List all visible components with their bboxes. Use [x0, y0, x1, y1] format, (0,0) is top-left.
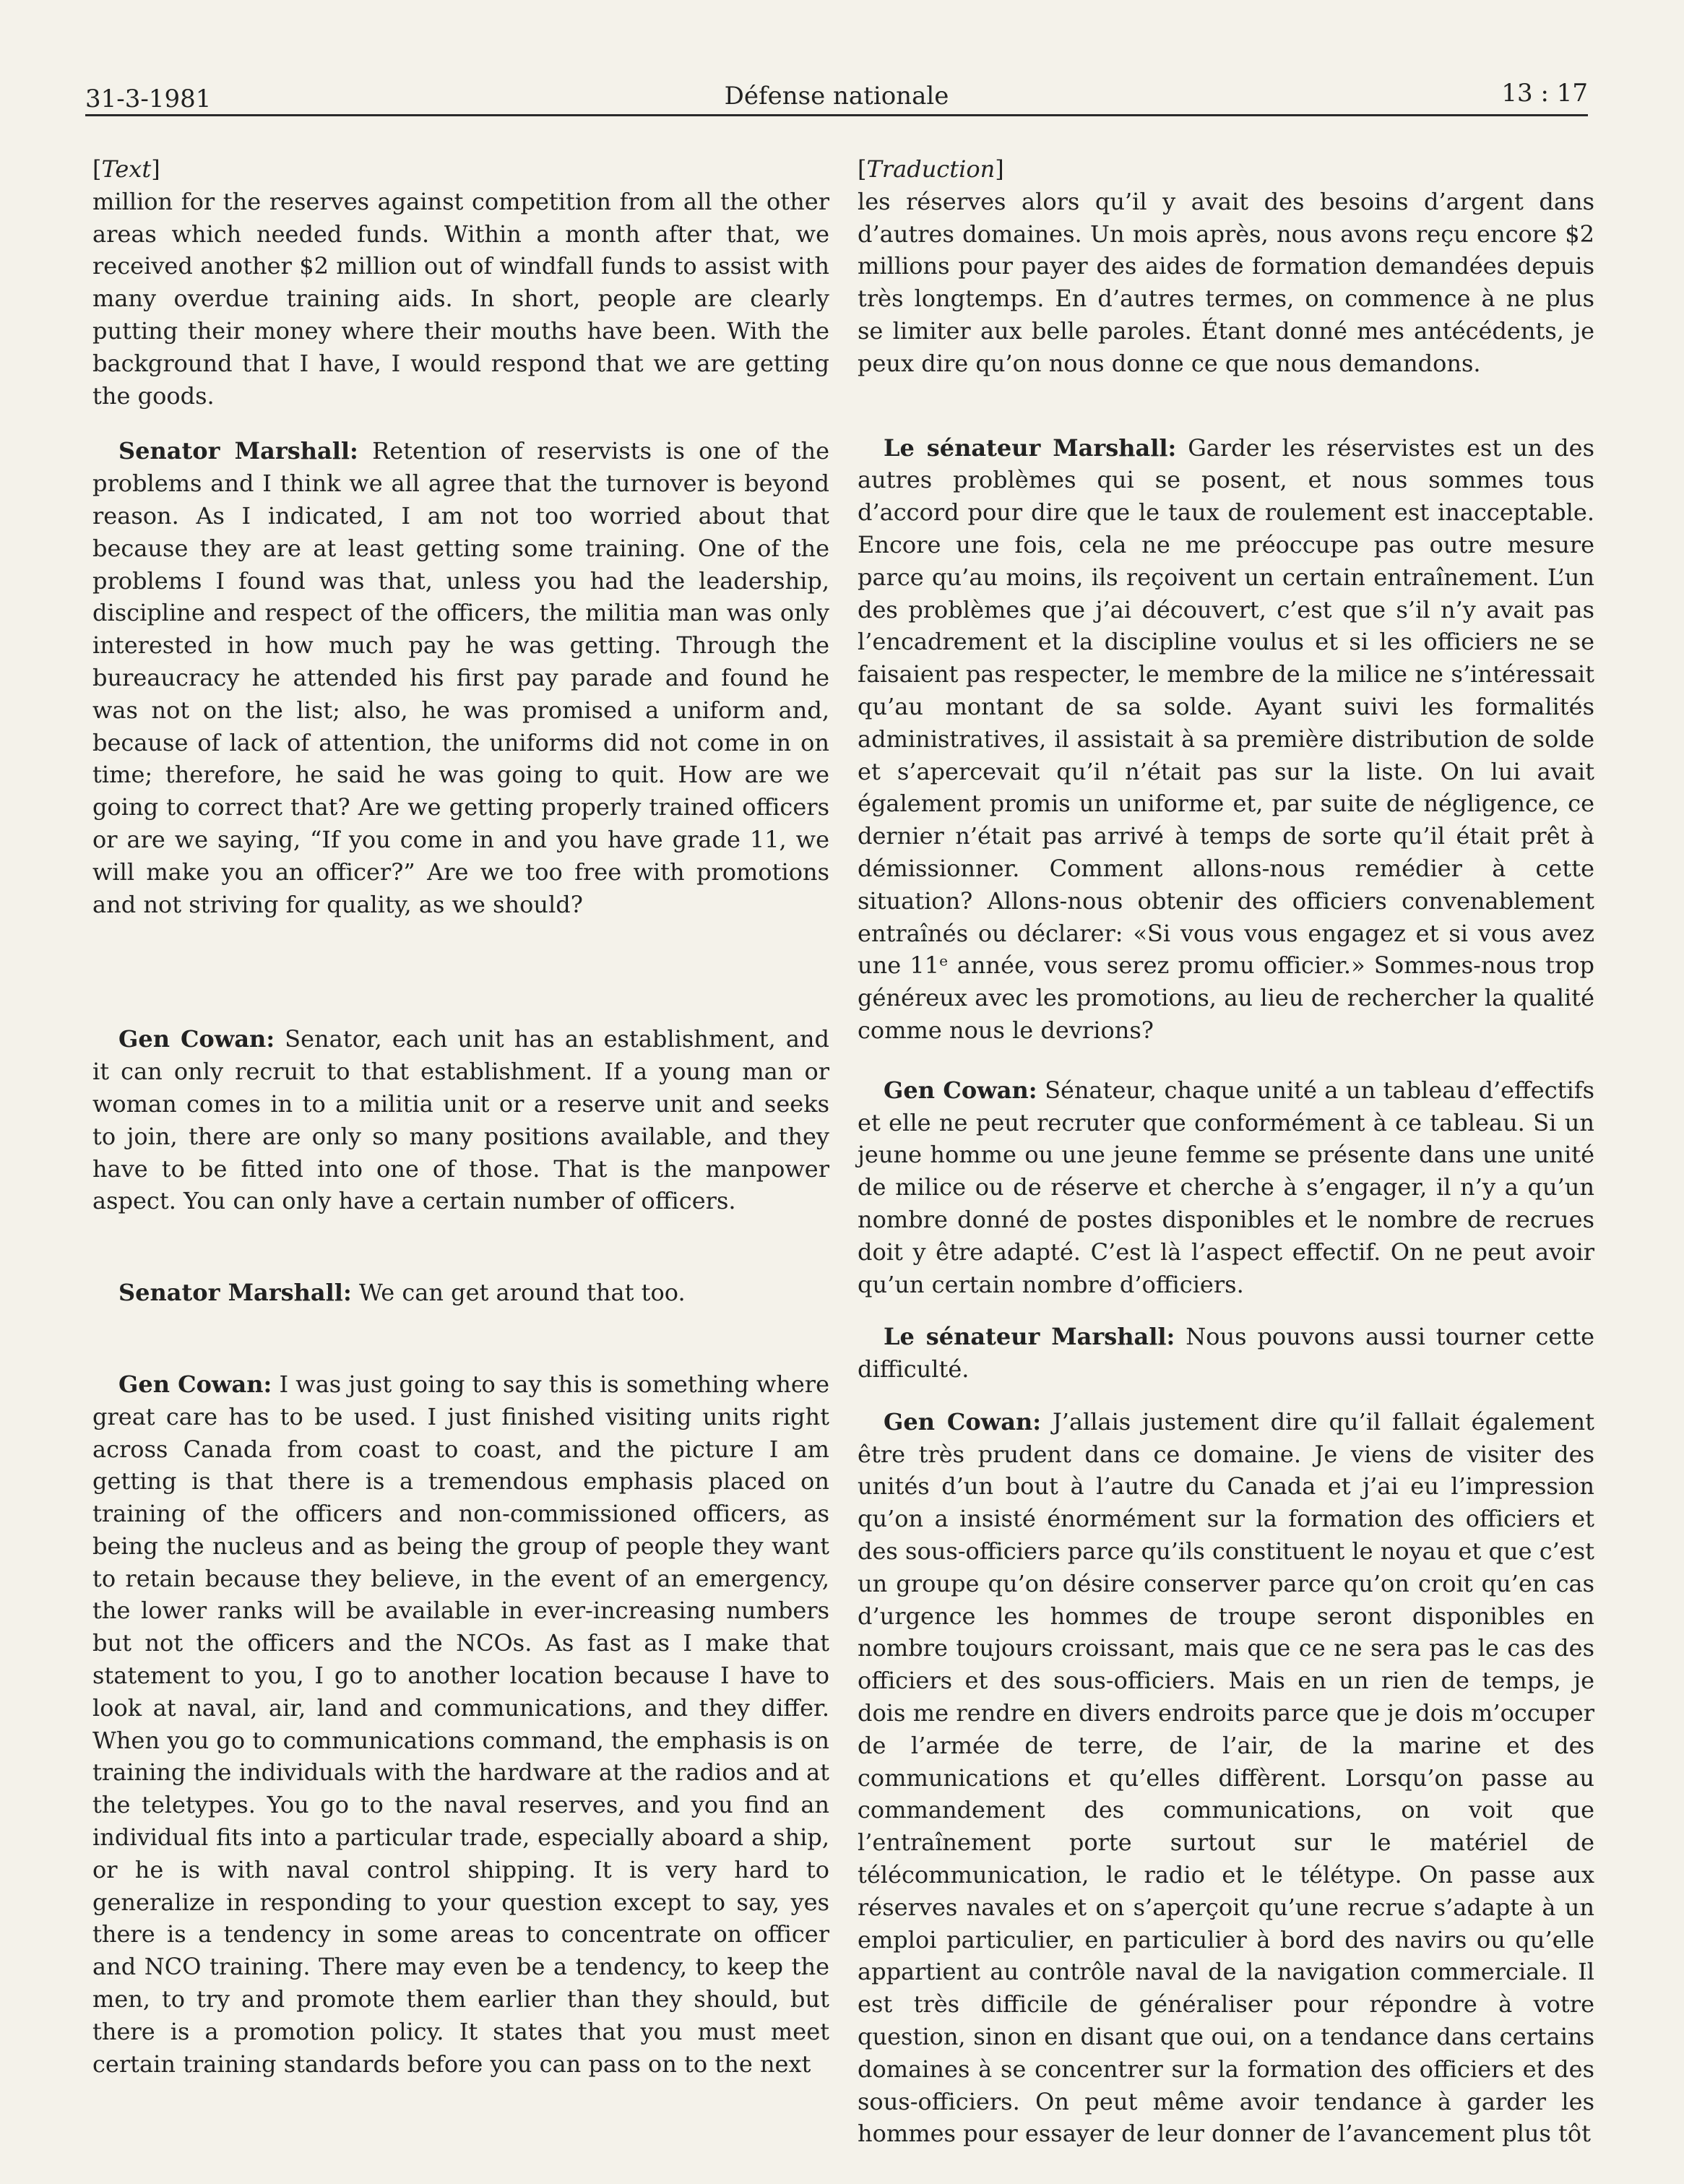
speaker-name: Gen Cowan: [884, 1076, 1037, 1104]
header-title: Défense nationale [724, 82, 949, 111]
speech-text: Garder les réservistes est un des autres problèmes qui se posent, et nous sommes tous d’accord pour dire que le taux de roulement est inacceptable. Encore une fois, cela ne me préoccupe pas outre mesure parce qu’au moins, ils reçoivent un certain entraînement. L’un des problèmes que j’ai découvert, c’est que s’il n’y avait pas l’encadrement et la discipline voulus et si les officiers ne se faisaient pas respecter, le membre de la milice ne s’intéressait qu’au montant de sa solde. Ayant suivi les formalités administratives, il assistait à sa première distribution de solde et s’apercevait qu’il n’était pas sur la liste. On lui avait également promis un uniforme et, par suite de négligence, ce dernier n’était pas arrivé à temps de sorte qu’il était prêt à démissionner. Comment allons-nous remédier à cette situation? Allons-nous obtenir des officiers convenablement entraînés ou déclarer: «Si vous vous engagez et si vous avez une 11ᵉ année, vous serez promu officier.» Sommes-nous trop généreux avec les promotions, au lieu de rechercher la qualité comme nous le devrions? [858, 433, 1595, 1044]
speech-text: Nous pouvons aussi tourner cette difficulté. [858, 1323, 1595, 1384]
traduction-tag: [Traduction] [858, 155, 1004, 183]
french-column [858, 153, 1594, 2150]
speech-text: Senator, each unit has an establishment, and it can only recruit to that establishment. If a young man or woman comes in to a militia unit or a reserve unit and seeks to join, there are only so many positions available, and they have to be fitted into one of those. That is the manpower aspect. You can only have a certain number of officers. [92, 1025, 829, 1215]
speaker-name: Senator Marshall: [118, 1279, 352, 1307]
speech-text: J’allais justement dire qu’il fallait également être très prudent dans ce domaine. Je viens de visiter des unités d’un bout à l’autre du Canada et j’ai eu l’impression qu’on a insisté énormément sur la formation des officiers et des sous-officiers parce qu’ils constituent le noyau et que c’est un groupe qu’on désire conserver parce qu’on croit qu’en cas d’urgence les hommes de troupe seront disponibles en nombre toujours croissant, mais que ce ne sera pas le cas des officiers et des sous-officiers. Mais en un rien de temps, je dois me rendre en divers endroits parce que je dois m’occuper de l’armée de terre, de l’air, de la marine et des communications et qu’elles diffèrent. Lorsqu’on passe au commandement des communications, on voit que l’entraînement porte surtout sur le matériel de télécommunication, le radio et le télétype. On passe aux réserves navales et on s’aperçoit qu’une recrue s’adapte à un emploi particulier, en particulier à bord des navirs ou qu’elle appartient au contrôle naval de la navigation commerciale. Il est très difficile de généraliser pour répondre à votre question, sinon en disant que oui, on a tendance dans certains domaines à se concentrer sur la formation des officiers et des sous-officiers. On peut même avoir tendance à garder les hommes pour essayer de leur donner de l’avancement plus tôt [858, 1407, 1594, 2148]
paragraph-1: million for the reserves against competition from all the other areas which needed funds. Within a month after that, we received another $2 million out of windfall funds to assist with many overdue training aids. In short, people are clearly putting their money where their mouths have been. With the background that I have, I would respond that we are getting the goods. [92, 187, 829, 410]
paragraph-5 [858, 1406, 1594, 2150]
paragraph-5 [92, 1368, 829, 2081]
speaker-name: Le sénateur Marshall: [884, 1323, 1175, 1351]
text-tag-label: Text [101, 155, 152, 183]
speech-text: We can get around that too. [351, 1279, 686, 1307]
speaker-name: Gen Cowan: [884, 1407, 1042, 1436]
header-date: 31-3-1981 [85, 85, 212, 113]
header-page-number: 13 : 17 [1501, 79, 1588, 108]
speaker-name: Le sénateur Marshall: [884, 433, 1177, 462]
paragraph-4 [92, 1277, 829, 1309]
speaker-name: Senator Marshall: [118, 437, 358, 465]
paragraph-3 [858, 1074, 1594, 1301]
speech-text: I was just going to say this is something where great care has to be used. I just finished visiting units right across Canada from coast to coast, and the picture I am getting is that there is a tremendous emphasis placed on training of the officers and non-commissioned officers, as being the nucleus and as being the group of people they want to retain because they believe, in the event of an emergency, the lower ranks will be available in ever-increasing numbers but not the officers and the NCOs. As fast as I make that statement to you, I go to another location because I have to look at naval, air, land and communications, and they differ. When you go to communications command, the emphasis is on training the individuals with the hardware at the radios and at the teletypes. You go to the naval reserves, and you find an individual fits into a particular trade, especially aboard a ship, or he is with naval control shipping. It is very hard to generalize in responding to your question except to say, yes there is a tendency in some areas to concentrate on officer and NCO training. There may even be a tendency, to keep the men, to try and promote them earlier than they should, but there is a promotion policy. It states that you must meet certain training standards before you can pass on to the next [92, 1370, 829, 2078]
speaker-name: Gen Cowan: [118, 1370, 272, 1398]
speaker-name: Gen Cowan: [118, 1025, 275, 1053]
text-tag: [Text] [92, 155, 160, 183]
speech-text: Sénateur, chaque unité a un tableau d’effectifs et elle ne peut recruter que conformément à ce tableau. Si un jeune homme ou une jeune femme se présente dans une unité de milice ou de réserve et cherche à s’engager, il n’y a qu’un nombre donné de postes disponibles et le nombre de recrues doit y être adapté. C’est là l’aspect effectif. On ne peut avoir qu’un certain nombre d’officiers. [858, 1076, 1595, 1298]
paragraph-4 [858, 1321, 1594, 1386]
traduction-tag-label: Traduction [866, 155, 996, 183]
english-column [92, 153, 829, 2080]
speech-text: Retention of reservists is one of the problems and I think we all agree that the turnover is beyond reason. As I indicated, I am not too worried about that because they are at least getting some training. One of the problems I found was that, unless you had the leadership, discipline and respect of the officers, the militia man was only interested in how much pay he was getting. Through the bureaucracy he attended his first pay parade and found he was not on the list; also, he was promised a uniform and, because of lack of attention, the uniforms did not come in on time; therefore, he said he was going to quit. How are we going to correct that? Are we getting properly trained officers or are we saying, “If you come in and you have grade 11, we will make you an officer?” Are we too free with promotions and not striving for quality, as we should? [92, 437, 830, 918]
page-header [85, 69, 1588, 116]
paragraph-3 [92, 1023, 829, 1217]
paragraph-2 [858, 432, 1594, 1047]
paragraph-1: les réserves alors qu’il y avait des besoins d’argent dans d’autres domaines. Un mois après, nous avons reçu encore $2 millions pour payer des aides de formation demandées depuis très longtemps. En d’autres termes, on commence à ne plus se limiter aux belle paroles. Étant donné mes antécédents, je peux dire qu’on nous donne ce que nous demandons. [858, 187, 1594, 377]
paragraph-2 [92, 435, 829, 920]
